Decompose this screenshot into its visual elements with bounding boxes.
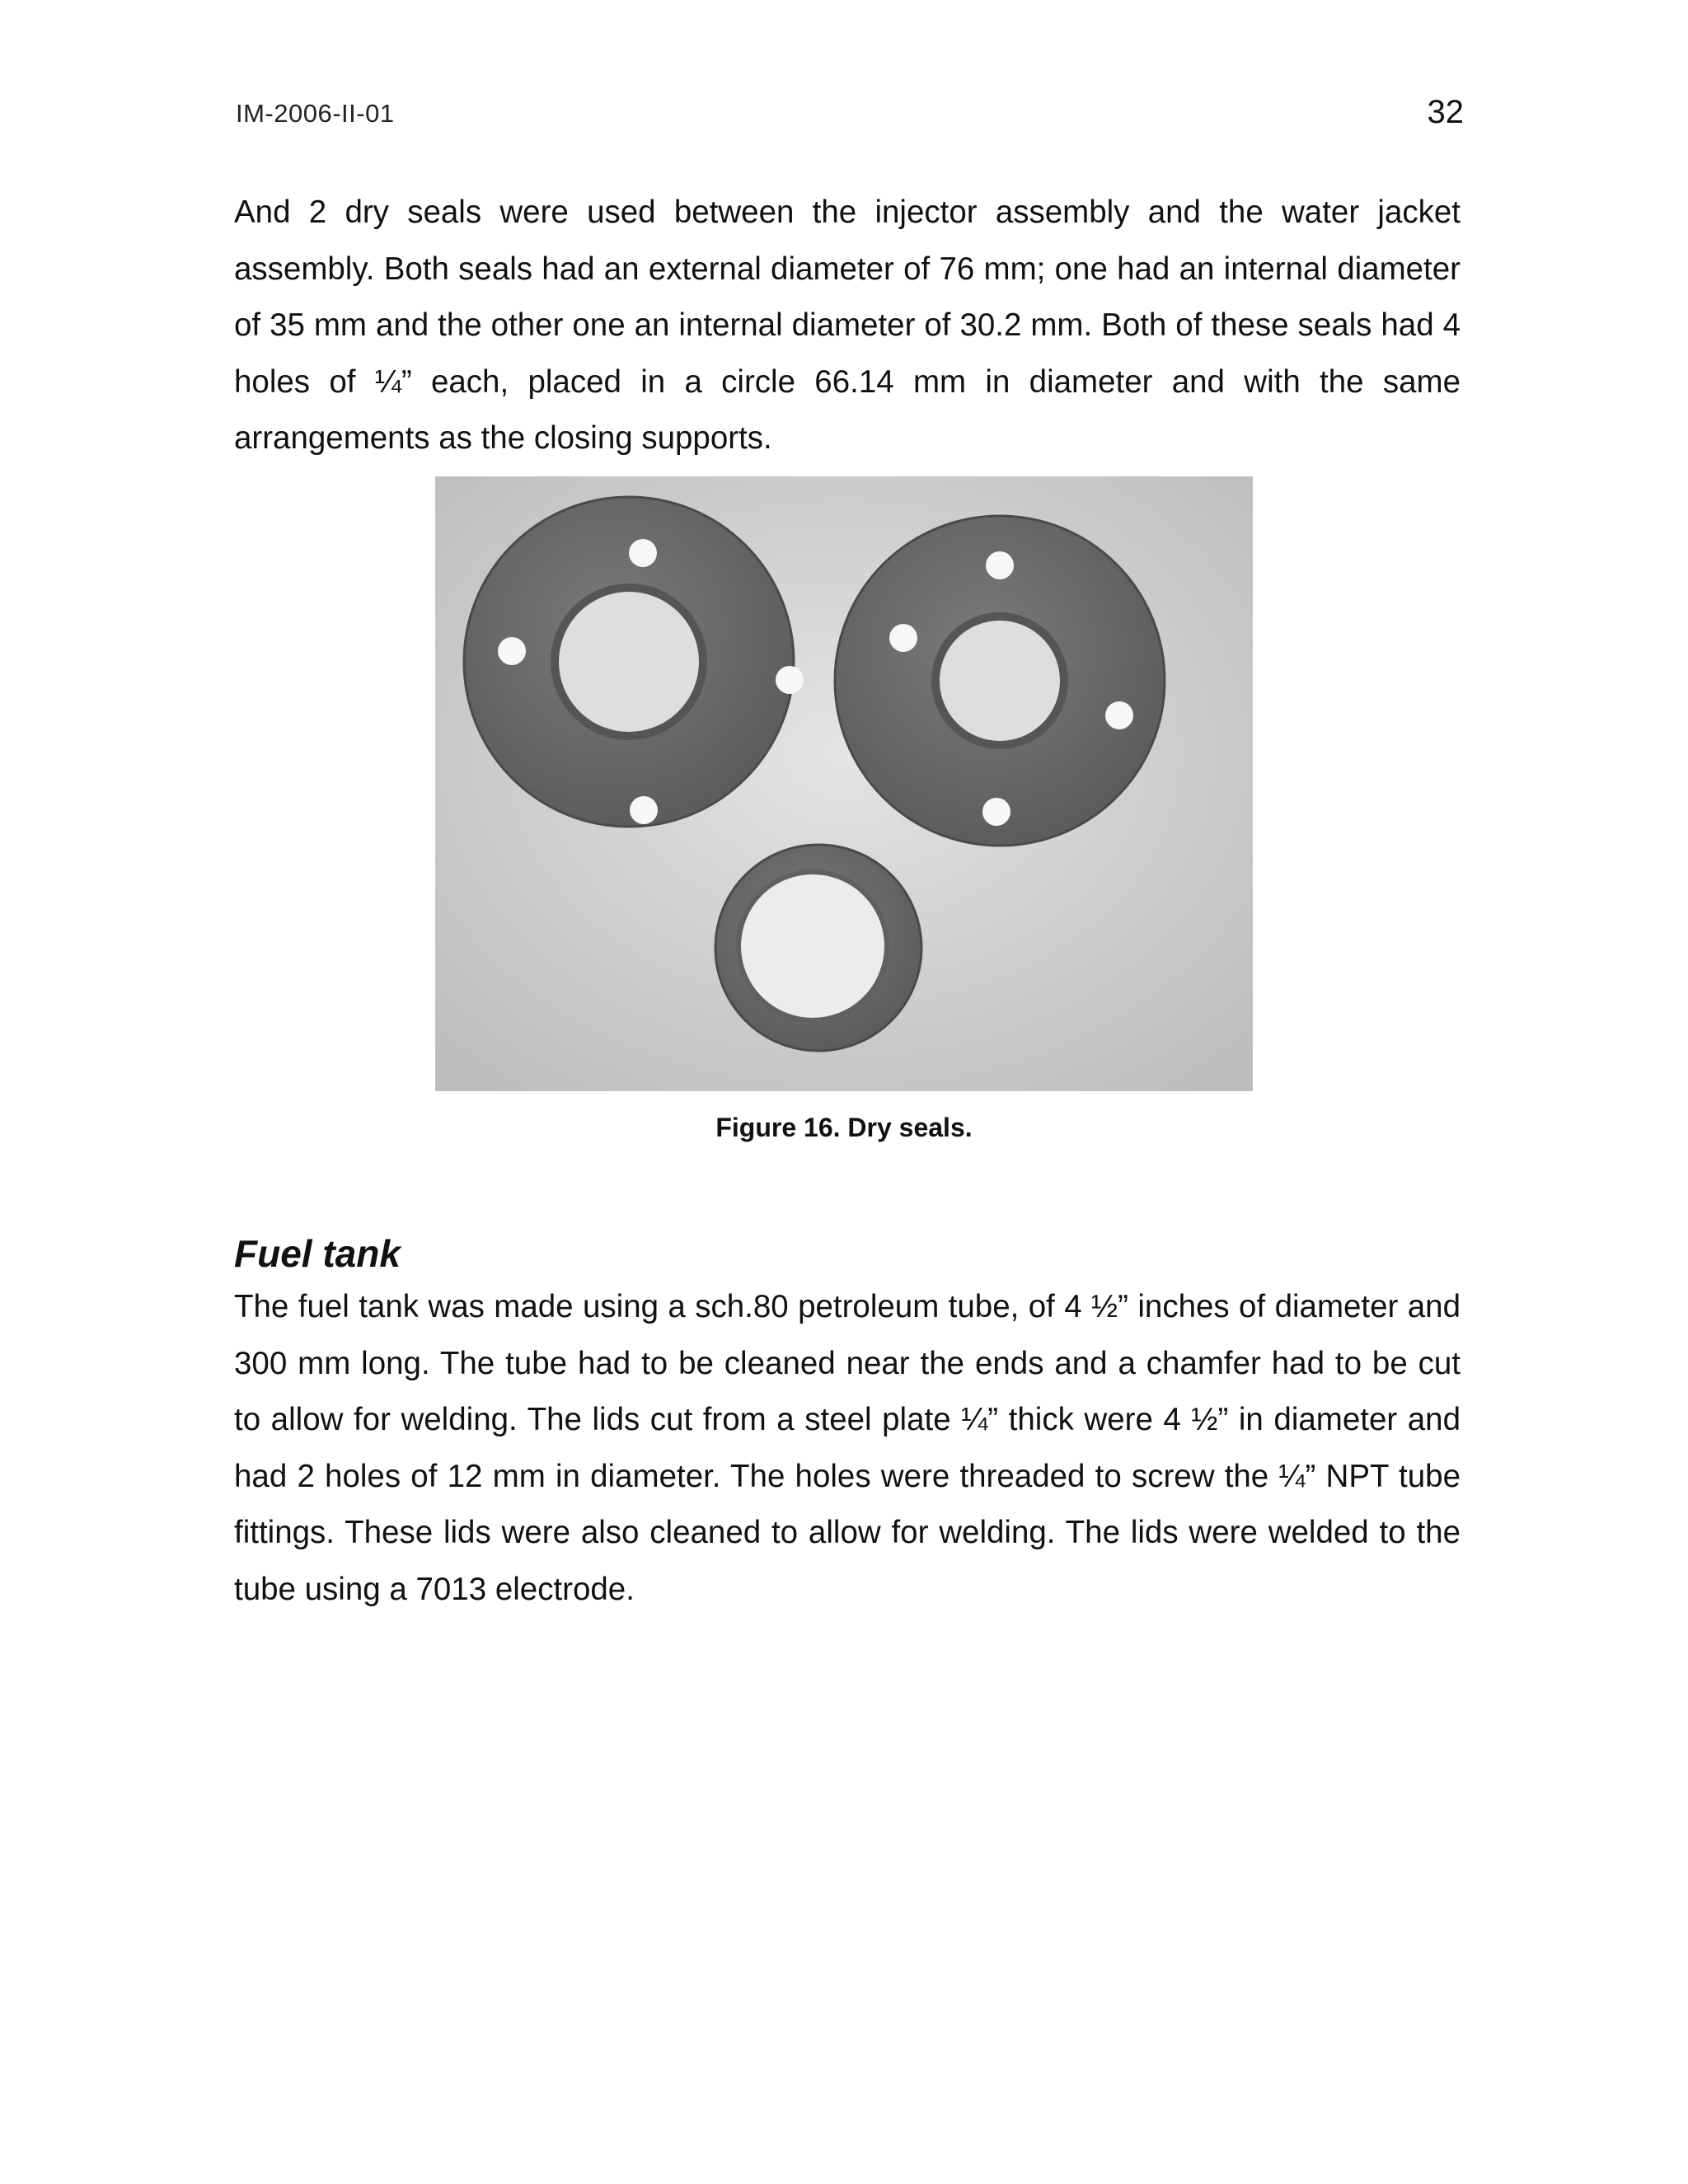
bolt-hole <box>1105 701 1133 729</box>
gasket-inner-hole <box>555 588 703 736</box>
document-id: IM-2006-II-01 <box>236 99 395 128</box>
figure-dry-seals-photo <box>435 476 1253 1091</box>
body-paragraph-fuel-tank: The fuel tank was made using a sch.80 petroleum tube, of 4 ½” inches of diameter and 300 mm long. The tube had to be cleaned near the ends and a chamfer had to be cut to allow for welding. The lids cut from a steel plate ¼” thick were 4 ½” in diameter and had 2 holes of 12 mm in diameter. The holes were threaded to screw the ¼” NPT tube fittings. These lids were also cleaned to allow for welding. The lids were welded to the tube using a 7013 electrode. <box>234 1289 1461 1607</box>
bolt-hole <box>629 539 657 567</box>
gasket-small-ring <box>715 845 921 1051</box>
section-title-fuel-tank: Fuel tank <box>234 1232 401 1275</box>
bolt-hole <box>776 666 804 694</box>
dry-seals-photo <box>435 476 1253 1091</box>
bolt-hole <box>986 551 1014 579</box>
gasket-large-right <box>835 516 1165 846</box>
figure-caption: Figure 16. Dry seals. <box>715 1113 973 1142</box>
gasket-inner-hole <box>935 616 1064 745</box>
bolt-hole <box>498 637 526 665</box>
body-paragraph-dry-seals: And 2 dry seals were used between the injector assembly and the water jacket assembly. Both seals had an external diameter of 76 mm; one had an internal diameter of 35 mm and the other one an internal diameter of 30.2 mm. Both of these seals had 4 holes of ¼” each, placed in a circle 66.14 mm in diameter and with the same arrangements as the closing supports. <box>234 194 1461 456</box>
gasket-inner-hole <box>738 872 887 1020</box>
bolt-hole <box>982 798 1010 826</box>
bolt-hole <box>889 624 917 652</box>
page-number: 32 <box>1427 94 1464 130</box>
bolt-hole <box>630 796 658 824</box>
